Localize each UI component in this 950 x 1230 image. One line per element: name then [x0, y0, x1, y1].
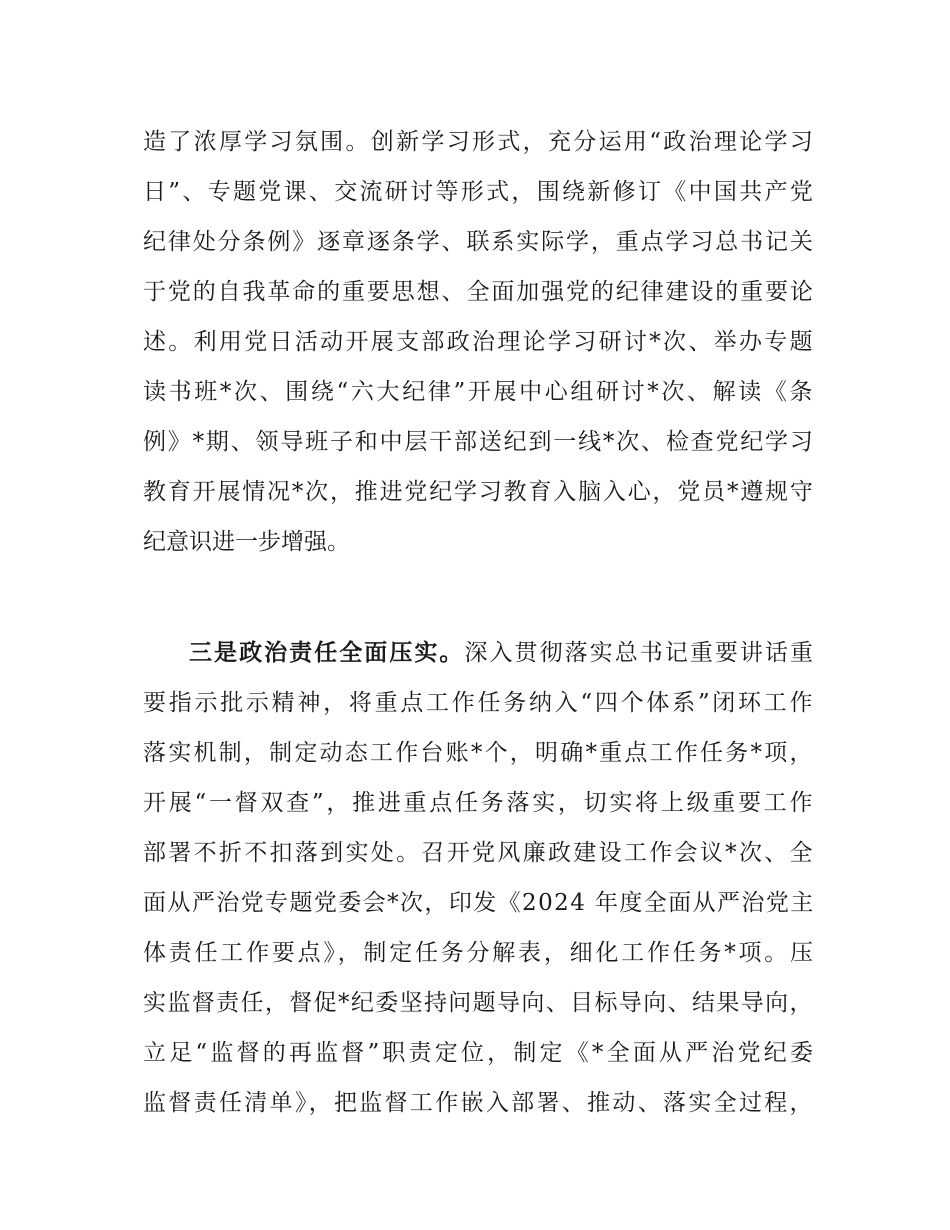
text-line: 日”、专题党课、交流研讨等形式，围绕新修订《中国共产党: [143, 179, 816, 205]
text-line: 开展“一督双查”，推进重点任务落实，切实将上级重要工作: [143, 790, 816, 816]
text-line: 述。利用党日活动开展支部政治理论学习研讨*次、举办专题: [143, 329, 815, 355]
text-line: 立足“监督的再监督”职责定位，制定《*全面从严治党纪委: [143, 1040, 817, 1066]
paragraph-lead-heading: 三是政治责任全面压实。: [189, 639, 465, 666]
text-line: 造了浓厚学习氛围。创新学习形式，充分运用“政治理论学习: [143, 129, 816, 155]
text-line: 监督责任清单》，把监督工作嵌入部署、推动、落实全过程，: [143, 1090, 815, 1116]
text-line: 纪意识进一步增强。: [143, 529, 350, 555]
text-line: [189, 638, 815, 668]
text-line: 面从严治党专题党委会*次，印发《2024 年度全面从严治党主: [143, 890, 815, 916]
text-line: 纪律处分条例》逐章逐条学、联系实际学，重点学习总书记关: [143, 229, 815, 255]
text-line: 读书班*次、围绕“六大纪律”开展中心组研讨*次、解读《条: [143, 379, 816, 405]
text-line: 于党的自我革命的重要思想、全面加强党的纪律建设的重要论: [143, 279, 815, 305]
paragraph-lead-continuation: 深入贯彻落实总书记重要讲话重: [464, 640, 816, 666]
text-line: 体责任工作要点》，制定任务分解表，细化工作任务*项。压: [143, 940, 816, 966]
text-line: 要指示批示精神，将重点工作任务纳入“四个体系”闭环工作: [143, 690, 816, 716]
text-line: 部署不折不扣落到实处。召开党风廉政建设工作会议*次、全: [143, 840, 815, 866]
text-line: 实监督责任，督促*纪委坚持问题导向、目标导向、结果导向，: [143, 990, 814, 1016]
text-line: 落实机制，制定动态工作台账*个，明确*重点工作任务*项，: [143, 740, 815, 766]
text-line: 教育开展情况*次，推进党纪学习教育入脑入心，党员*遵规守: [143, 479, 815, 505]
text-line: 例》*期、领导班子和中层干部送纪到一线*次、检查党纪学习: [143, 429, 815, 455]
